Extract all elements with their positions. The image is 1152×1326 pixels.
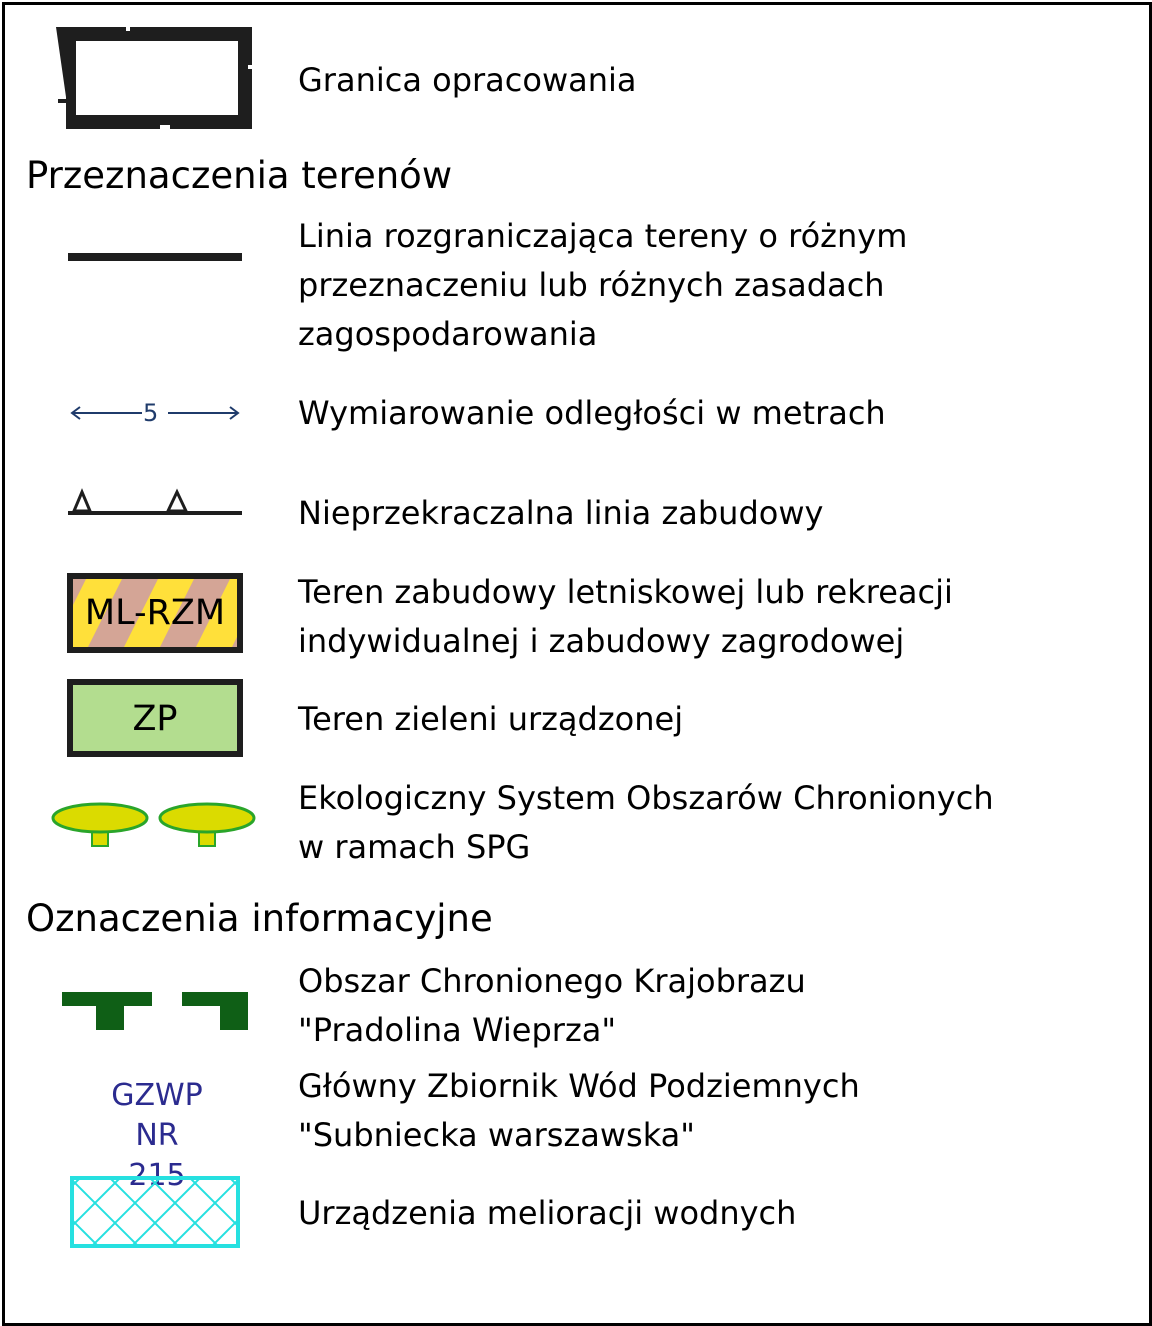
linia-zabudowy-label: Nieprzekraczalna linia zabudowy xyxy=(298,494,824,532)
gzwp-label: Główny Zbiornik Wód Podziemnych "Subniecka warszawska" xyxy=(298,1067,860,1154)
wymiarowanie-label: Wymiarowanie odległości w metrach xyxy=(298,394,886,432)
zp-code: ZP xyxy=(132,699,178,739)
zp-label: Teren zieleni urządzonej xyxy=(298,700,684,738)
ml-rzm-code: ML-RZM xyxy=(84,593,226,633)
ml-rzm-label: Teren zabudowy letniskowej lub rekreacji indywidualnej i zabudowy zagrodowej xyxy=(298,573,953,660)
crosshatch-area-icon xyxy=(70,1176,240,1248)
ochk-label: Obszar Chronionego Krajobrazu "Pradolina Wieprza" xyxy=(298,962,806,1049)
section-heading-informacyjne: Oznaczenia informacyjne xyxy=(26,897,493,940)
protected-landscape-icon xyxy=(62,992,248,1032)
linia-rozgraniczajaca-label: Linia rozgraniczająca tereny o różnym przeznaczeniu lub różnych zasadach zagospodarowania xyxy=(298,217,908,353)
ecological-system-icon xyxy=(50,800,260,852)
dimension-value-text: 5 xyxy=(143,399,159,427)
study-boundary-frame-icon xyxy=(56,27,256,132)
building-line-triangles-icon xyxy=(68,486,242,518)
melioracja-label: Urządzenia melioracji wodnych xyxy=(298,1194,797,1232)
section-heading-przeznaczenia: Przeznaczenia terenów xyxy=(26,154,453,197)
solid-line-icon xyxy=(68,253,242,261)
granica-label: Granica opracowania xyxy=(298,61,637,99)
esoch-label: Ekologiczny System Obszarów Chronionych w ramach SPG xyxy=(298,779,994,866)
gzwp-code: GZWP NR 215 xyxy=(111,1078,203,1193)
